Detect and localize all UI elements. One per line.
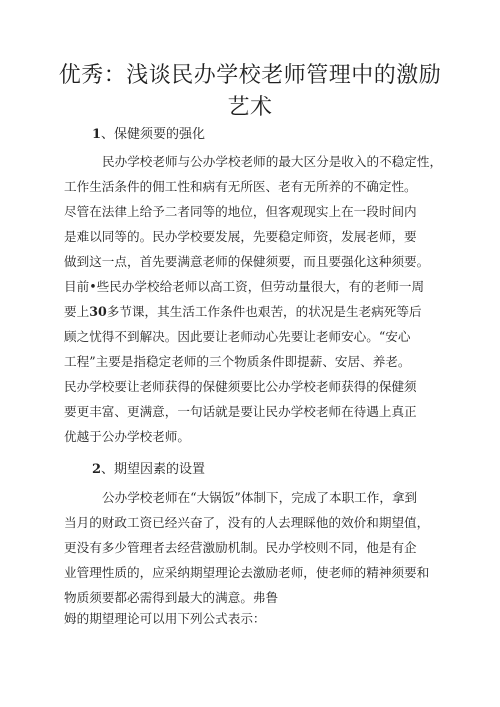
para1-line7-number: 30 — [89, 304, 107, 319]
para1-line11: 要更丰富、更满意，一句话就是要让民办学校老师在待遇上真正 — [64, 404, 417, 419]
para1-line10: 民办学校要让老师获得的保健须要比公办学校老师获得的保健须 — [64, 379, 417, 394]
document-title-line2: 艺术 — [227, 95, 273, 120]
para1-line9: 工程”主要是指稳定老师的三个物质条件即提薪、安居、养老。 — [64, 354, 411, 369]
para2-line6: 姆的期望理论可以用下列公式表示： — [64, 611, 266, 626]
para1-line1: 民办学校老师与公办学校老师的最大区分是收入的不稳定性， — [102, 154, 443, 169]
para2-line2: 当月的财政工资已经兴奋了，没有的人去理睬他的效价和期望值， — [64, 515, 430, 530]
para1-line12: 优越于公办学校老师。 — [64, 429, 190, 444]
para1-line4: 是难以同等的。民办学校要发展，先要稳定师资，发展老师，要 — [64, 229, 417, 244]
para1-line2: 工作生活条件的佣工性和病有无所医、老有无所养的不确定性。 — [64, 179, 417, 194]
para1-line6: 目前•些民办学校给老师以高工资，但劳动量很大，有的老师一周 — [64, 279, 425, 294]
para1-line7 — [64, 304, 422, 320]
section1-heading — [92, 127, 205, 143]
para1-line7-post: 多节课，其生活工作条件也艰苦，的状况是生老病死等后 — [106, 304, 422, 319]
section2-heading-text: 、期望因素的设置 — [101, 462, 206, 477]
section1-heading-text: 、保健须要的强化 — [101, 127, 206, 142]
section2-heading — [92, 462, 205, 478]
para2-line1: 公办学校老师在“大锅饭”体制下，完成了本职工作，拿到 — [102, 490, 418, 505]
para1-line3: 尽管在法律上给予二者同等的地位，但客观现实上在一段时间内 — [64, 204, 417, 219]
para1-line7-pre: 要上 — [64, 304, 90, 319]
para1-line5: 做到这一点，首先要满意老师的保健须要，而且要强化这种须要。 — [64, 254, 430, 269]
para2-line4: 业管理性质的，应采纳期望理论去激励老师，使老师的精神须要和 — [64, 565, 430, 580]
para2-line5: 物质须要都必需得到最大的满意。弗鲁 — [64, 590, 279, 605]
section2-number: 2 — [92, 462, 102, 477]
section1-number: 1 — [92, 127, 102, 142]
para1-line8: 顾之忧得不到解决。因此要让老师动心先要让老师安心。“安心 — [64, 329, 411, 344]
para2-line3: 更没有多少管理者去经营激励机制。民办学校则不同，他是有企 — [64, 540, 417, 555]
document-title-line1: 优秀：浅谈民办学校老师管理中的激励 — [58, 63, 442, 88]
